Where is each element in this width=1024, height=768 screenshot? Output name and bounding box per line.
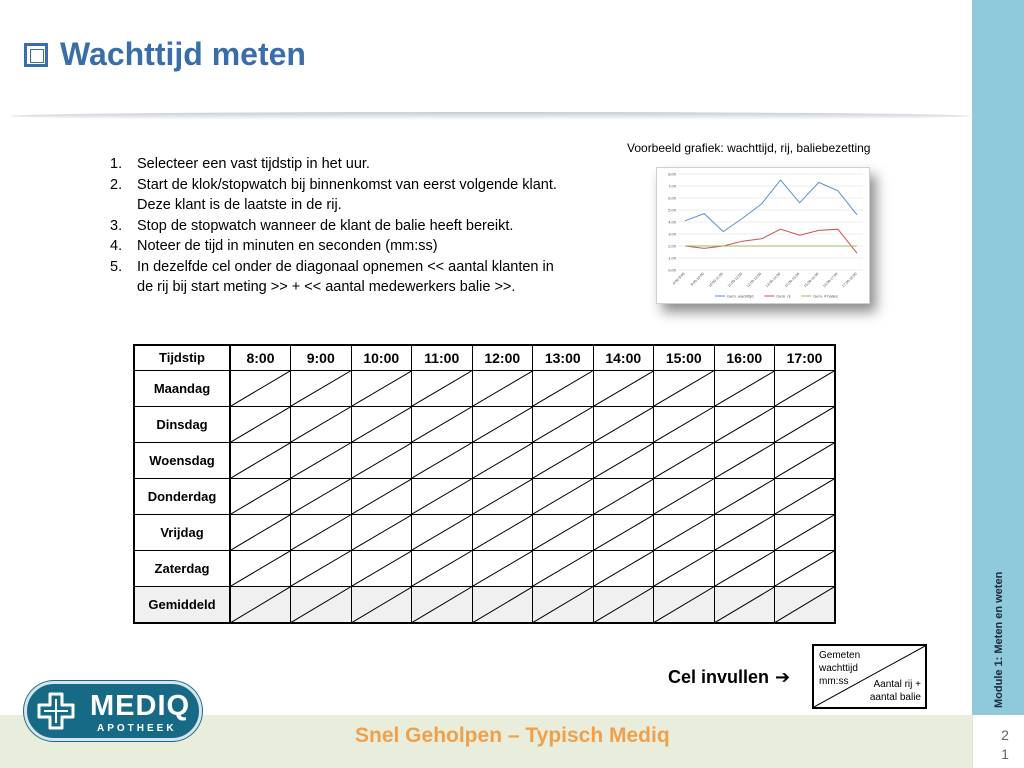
chart-y-tick-label: 2,00 xyxy=(668,243,676,249)
cell-diagonal xyxy=(715,371,775,406)
chart-caption: Voorbeeld grafiek: wachttijd, rij, baliebezetting xyxy=(627,141,871,155)
measurement-cell[interactable] xyxy=(230,442,291,478)
cell-diagonal xyxy=(594,479,654,514)
measurement-cell[interactable] xyxy=(472,550,533,586)
pharmacy-cross-icon xyxy=(36,691,76,731)
measurement-cell[interactable] xyxy=(291,514,352,550)
measurement-table xyxy=(133,344,836,624)
cell-diagonal xyxy=(473,587,533,623)
cell-diagonal xyxy=(533,407,593,442)
step-text: Noteer de tijd in minuten en seconden (mm:ss) xyxy=(137,238,438,254)
cell-diagonal xyxy=(231,551,290,586)
chart-y-tick-label: 4,00 xyxy=(668,219,676,225)
cell-diagonal xyxy=(775,551,834,586)
hour-header: 8:00 xyxy=(230,345,291,370)
cell-diagonal xyxy=(775,407,834,442)
cell-diagonal xyxy=(594,551,654,586)
chart-legend-label: Gem. wachttijd xyxy=(727,293,754,299)
measurement-cell[interactable] xyxy=(351,370,412,406)
cell-diagonal xyxy=(654,371,714,406)
table-row xyxy=(134,514,835,550)
cell-diagonal xyxy=(412,479,472,514)
measurement-cell[interactable] xyxy=(654,478,715,514)
measurement-cell[interactable] xyxy=(775,550,836,586)
cell-diagonal xyxy=(594,443,654,478)
measurement-cell[interactable] xyxy=(714,514,775,550)
row-label: Woensdag xyxy=(134,442,230,478)
cell-diagonal xyxy=(533,371,593,406)
measurement-cell[interactable] xyxy=(351,442,412,478)
chart-x-tick-label: 17:00-18:00 xyxy=(841,271,858,289)
title-block xyxy=(24,36,306,73)
step-number: 3. xyxy=(110,217,123,234)
chart-y-tick-label: 5,00 xyxy=(668,207,676,213)
measurement-cell[interactable] xyxy=(533,514,594,550)
table-row xyxy=(134,550,835,586)
table-row xyxy=(134,370,835,406)
measurement-cell[interactable] xyxy=(654,550,715,586)
cell-diagonal xyxy=(412,587,472,623)
cell-diagonal xyxy=(291,443,351,478)
mediq-logo xyxy=(24,681,202,741)
legend-bottom-text: Aantal rij + aantal balie xyxy=(869,679,921,703)
cel-invullen-text: Cel invullen xyxy=(668,667,770,687)
cell-diagonal xyxy=(654,479,714,514)
measurement-cell[interactable] xyxy=(472,370,533,406)
footer-slogan: Snel Geholpen – Typisch Mediq xyxy=(355,724,670,747)
cell-diagonal xyxy=(473,479,533,514)
measurement-cell[interactable] xyxy=(472,586,533,623)
cell-diagonal xyxy=(594,515,654,550)
cell-diagonal xyxy=(352,443,412,478)
page-number-digit-1: 2 xyxy=(1001,727,1009,743)
cell-diagonal xyxy=(231,371,290,406)
chart-legend-label: Gem. # balies xyxy=(813,293,838,299)
page-number xyxy=(998,726,1012,764)
measurement-cell[interactable] xyxy=(775,586,836,623)
logo-subtitle: APOTHEEK xyxy=(97,723,177,734)
cell-diagonal xyxy=(291,551,351,586)
cell-diagonal xyxy=(231,515,290,550)
cell-diagonal xyxy=(473,515,533,550)
cell-diagonal xyxy=(412,371,472,406)
cell-diagonal xyxy=(291,371,351,406)
cell-diagonal xyxy=(291,515,351,550)
cell-diagonal xyxy=(473,371,533,406)
step-number: 2. xyxy=(110,176,123,193)
cell-diagonal xyxy=(412,551,472,586)
chart-legend-label: Gem. rij xyxy=(776,293,791,299)
step-text: Selecteer een vast tijdstip in het uur. xyxy=(137,156,370,172)
cell-diagonal xyxy=(352,551,412,586)
cell-diagonal xyxy=(775,587,834,623)
cell-diagonal xyxy=(352,587,412,623)
measurement-cell[interactable] xyxy=(230,586,291,623)
chart-y-tick-label: 0,00 xyxy=(668,267,676,273)
cell-diagonal xyxy=(231,479,290,514)
measurement-cell[interactable] xyxy=(230,550,291,586)
cell-diagonal xyxy=(412,407,472,442)
measurement-cell[interactable] xyxy=(775,370,836,406)
cell-diagonal xyxy=(533,443,593,478)
cell-diagonal xyxy=(715,587,775,623)
cell-diagonal xyxy=(715,407,775,442)
measurement-cell[interactable] xyxy=(533,550,594,586)
cell-diagonal xyxy=(352,515,412,550)
measurement-cell[interactable] xyxy=(351,478,412,514)
cell-diagonal xyxy=(775,515,834,550)
module-label: Module 1: Meten en weten xyxy=(993,571,1005,708)
cell-diagonal xyxy=(775,371,834,406)
chart-x-tick-label: 16:00-17:00 xyxy=(822,271,839,289)
chart-series-line xyxy=(685,229,857,253)
table-row xyxy=(134,406,835,442)
chart-x-tick-label: 8:00-9:00 xyxy=(672,271,686,286)
cell-diagonal xyxy=(715,479,775,514)
measurement-cell[interactable] xyxy=(654,406,715,442)
cell-diagonal xyxy=(594,371,654,406)
cell-diagonal xyxy=(231,407,290,442)
example-chart xyxy=(656,167,870,304)
cell-diagonal xyxy=(654,407,714,442)
cell-diagonal xyxy=(291,479,351,514)
table-header-row xyxy=(134,345,835,370)
measurement-cell[interactable] xyxy=(533,586,594,623)
cell-diagonal xyxy=(775,479,834,514)
logo-name: MEDIQ xyxy=(90,690,191,722)
measurement-cell[interactable] xyxy=(412,406,473,442)
row-label: Vrijdag xyxy=(134,514,230,550)
step-number: 1. xyxy=(110,156,123,172)
measurement-cell[interactable] xyxy=(412,442,473,478)
measurement-cell[interactable] xyxy=(533,442,594,478)
chart-x-tick-label: 13:00-14:00 xyxy=(764,271,782,289)
measurement-cell[interactable] xyxy=(714,550,775,586)
chart-x-tick-label: 10:00-11:00 xyxy=(707,271,724,289)
page-title: Wachttijd meten xyxy=(60,36,306,72)
cell-diagonal xyxy=(352,479,412,514)
page-number-digit-2: 1 xyxy=(1001,746,1009,762)
measurement-cell[interactable] xyxy=(775,442,836,478)
chart-y-tick-label: 7,00 xyxy=(668,183,676,189)
measurement-cell[interactable] xyxy=(593,406,654,442)
chart-svg xyxy=(657,168,869,303)
measurement-cell[interactable] xyxy=(412,550,473,586)
hour-header: 13:00 xyxy=(533,345,594,370)
instruction-list xyxy=(110,154,560,298)
measurement-cell[interactable] xyxy=(654,442,715,478)
measurement-cell[interactable] xyxy=(593,586,654,623)
measurement-cell[interactable] xyxy=(291,406,352,442)
measurement-cell[interactable] xyxy=(230,406,291,442)
measurement-cell[interactable] xyxy=(775,478,836,514)
step-number: 5. xyxy=(110,258,123,275)
cell-diagonal xyxy=(715,443,775,478)
measurement-cell[interactable] xyxy=(351,550,412,586)
hour-header: 11:00 xyxy=(412,345,473,370)
table-row xyxy=(134,478,835,514)
chart-y-tick-label: 8,00 xyxy=(668,171,676,177)
measurement-cell[interactable] xyxy=(230,370,291,406)
measurement-cell[interactable] xyxy=(291,550,352,586)
row-label: Maandag xyxy=(134,370,230,406)
instruction-step xyxy=(110,236,560,257)
hour-header: 12:00 xyxy=(472,345,533,370)
cell-diagonal xyxy=(291,407,351,442)
measurement-cell[interactable] xyxy=(593,442,654,478)
cell-diagonal xyxy=(473,407,533,442)
chart-series-line xyxy=(685,180,857,232)
hour-header: 16:00 xyxy=(714,345,775,370)
chart-x-tick-label: 15:00-16:00 xyxy=(803,271,820,289)
measurement-cell[interactable] xyxy=(533,478,594,514)
table-corner-header: Tijdstip xyxy=(134,345,230,370)
row-label: Gemiddeld xyxy=(134,586,230,623)
measurement-cell[interactable] xyxy=(230,478,291,514)
measurement-cell[interactable] xyxy=(472,442,533,478)
hour-header: 14:00 xyxy=(593,345,654,370)
measurement-cell[interactable] xyxy=(654,586,715,623)
cell-diagonal xyxy=(291,587,351,623)
cell-diagonal xyxy=(473,443,533,478)
chart-y-tick-label: 6,00 xyxy=(668,195,676,201)
chart-x-tick-label: 9:00-10:00 xyxy=(689,271,705,287)
cell-diagonal xyxy=(352,407,412,442)
measurement-cell[interactable] xyxy=(593,478,654,514)
measurement-cell[interactable] xyxy=(351,514,412,550)
cell-diagonal xyxy=(231,443,290,478)
cell-diagonal xyxy=(654,551,714,586)
measurement-cell[interactable] xyxy=(291,442,352,478)
cell-diagonal xyxy=(533,515,593,550)
step-number: 4. xyxy=(110,238,123,254)
chart-x-tick-label: 14:00-15:00 xyxy=(783,271,801,289)
measurement-cell[interactable] xyxy=(412,514,473,550)
measurement-cell[interactable] xyxy=(714,442,775,478)
measurement-cell[interactable] xyxy=(654,370,715,406)
measurement-cell[interactable] xyxy=(472,478,533,514)
title-divider xyxy=(10,112,970,120)
cell-diagonal xyxy=(412,515,472,550)
measurement-cell[interactable] xyxy=(593,514,654,550)
cell-diagonal xyxy=(533,587,593,623)
measurement-cell[interactable] xyxy=(412,478,473,514)
instruction-step xyxy=(110,257,560,298)
measurement-cell[interactable] xyxy=(472,406,533,442)
measurement-cell[interactable] xyxy=(593,550,654,586)
arrow-right-icon: ➔ xyxy=(775,667,791,687)
measurement-cell[interactable] xyxy=(714,406,775,442)
cell-diagonal xyxy=(352,371,412,406)
step-text: Start de klok/stopwatch bij binnenkomst van eerst volgende klant. Deze klant is de laatste in de rij. xyxy=(137,176,557,213)
row-label: Donderdag xyxy=(134,478,230,514)
row-label: Zaterdag xyxy=(134,550,230,586)
hour-header: 10:00 xyxy=(351,345,412,370)
measurement-cell[interactable] xyxy=(533,406,594,442)
instruction-step xyxy=(110,175,560,216)
chart-x-tick-label: 11:00-12:00 xyxy=(726,271,744,289)
cell-diagonal xyxy=(715,551,775,586)
measurement-cell[interactable] xyxy=(775,406,836,442)
measurement-cell[interactable] xyxy=(412,586,473,623)
measurement-cell[interactable] xyxy=(291,478,352,514)
measurement-cell[interactable] xyxy=(714,586,775,623)
measurement-cell[interactable] xyxy=(533,370,594,406)
measurement-cell[interactable] xyxy=(472,514,533,550)
cell-diagonal xyxy=(533,479,593,514)
chart-y-tick-label: 1,00 xyxy=(668,255,676,261)
cell-diagonal xyxy=(231,587,290,623)
measurement-cell[interactable] xyxy=(714,478,775,514)
legend-cell xyxy=(812,644,927,709)
row-label: Dinsdag xyxy=(134,406,230,442)
measurement-cell[interactable] xyxy=(291,370,352,406)
cell-diagonal xyxy=(473,551,533,586)
measurement-cell[interactable] xyxy=(412,370,473,406)
measurement-cell[interactable] xyxy=(654,514,715,550)
instruction-step xyxy=(110,154,560,175)
measurement-cell[interactable] xyxy=(714,370,775,406)
legend-top-text: Gemeten wachttijd mm:ss xyxy=(819,650,861,687)
cell-diagonal xyxy=(654,443,714,478)
table-row xyxy=(134,442,835,478)
cell-diagonal xyxy=(594,587,654,623)
chart-y-tick-label: 3,00 xyxy=(668,231,676,237)
measurement-cell[interactable] xyxy=(230,514,291,550)
cell-diagonal xyxy=(533,551,593,586)
instruction-step xyxy=(110,216,560,237)
chart-x-tick-label: 12:00-13:00 xyxy=(745,271,763,289)
measurement-cell[interactable] xyxy=(775,514,836,550)
cell-diagonal xyxy=(594,407,654,442)
checkbox-bullet-icon xyxy=(24,43,48,67)
cell-diagonal xyxy=(654,515,714,550)
measurement-cell[interactable] xyxy=(351,586,412,623)
hour-header: 9:00 xyxy=(291,345,352,370)
hour-header: 17:00 xyxy=(775,345,836,370)
cel-invullen-label xyxy=(668,667,790,688)
measurement-cell[interactable] xyxy=(291,586,352,623)
table-row xyxy=(134,586,835,623)
measurement-cell[interactable] xyxy=(593,370,654,406)
cell-diagonal xyxy=(654,587,714,623)
step-text: In dezelfde cel onder de diagonaal opnemen << aantal klanten in de rij bij start meting >> + << aantal medewerkers balie >>. xyxy=(137,258,554,295)
cell-diagonal xyxy=(715,515,775,550)
measurement-cell[interactable] xyxy=(351,406,412,442)
step-text: Stop de stopwatch wanneer de klant de balie heeft bereikt. xyxy=(137,217,514,234)
cell-diagonal xyxy=(412,443,472,478)
cell-diagonal xyxy=(775,443,834,478)
hour-header: 15:00 xyxy=(654,345,715,370)
